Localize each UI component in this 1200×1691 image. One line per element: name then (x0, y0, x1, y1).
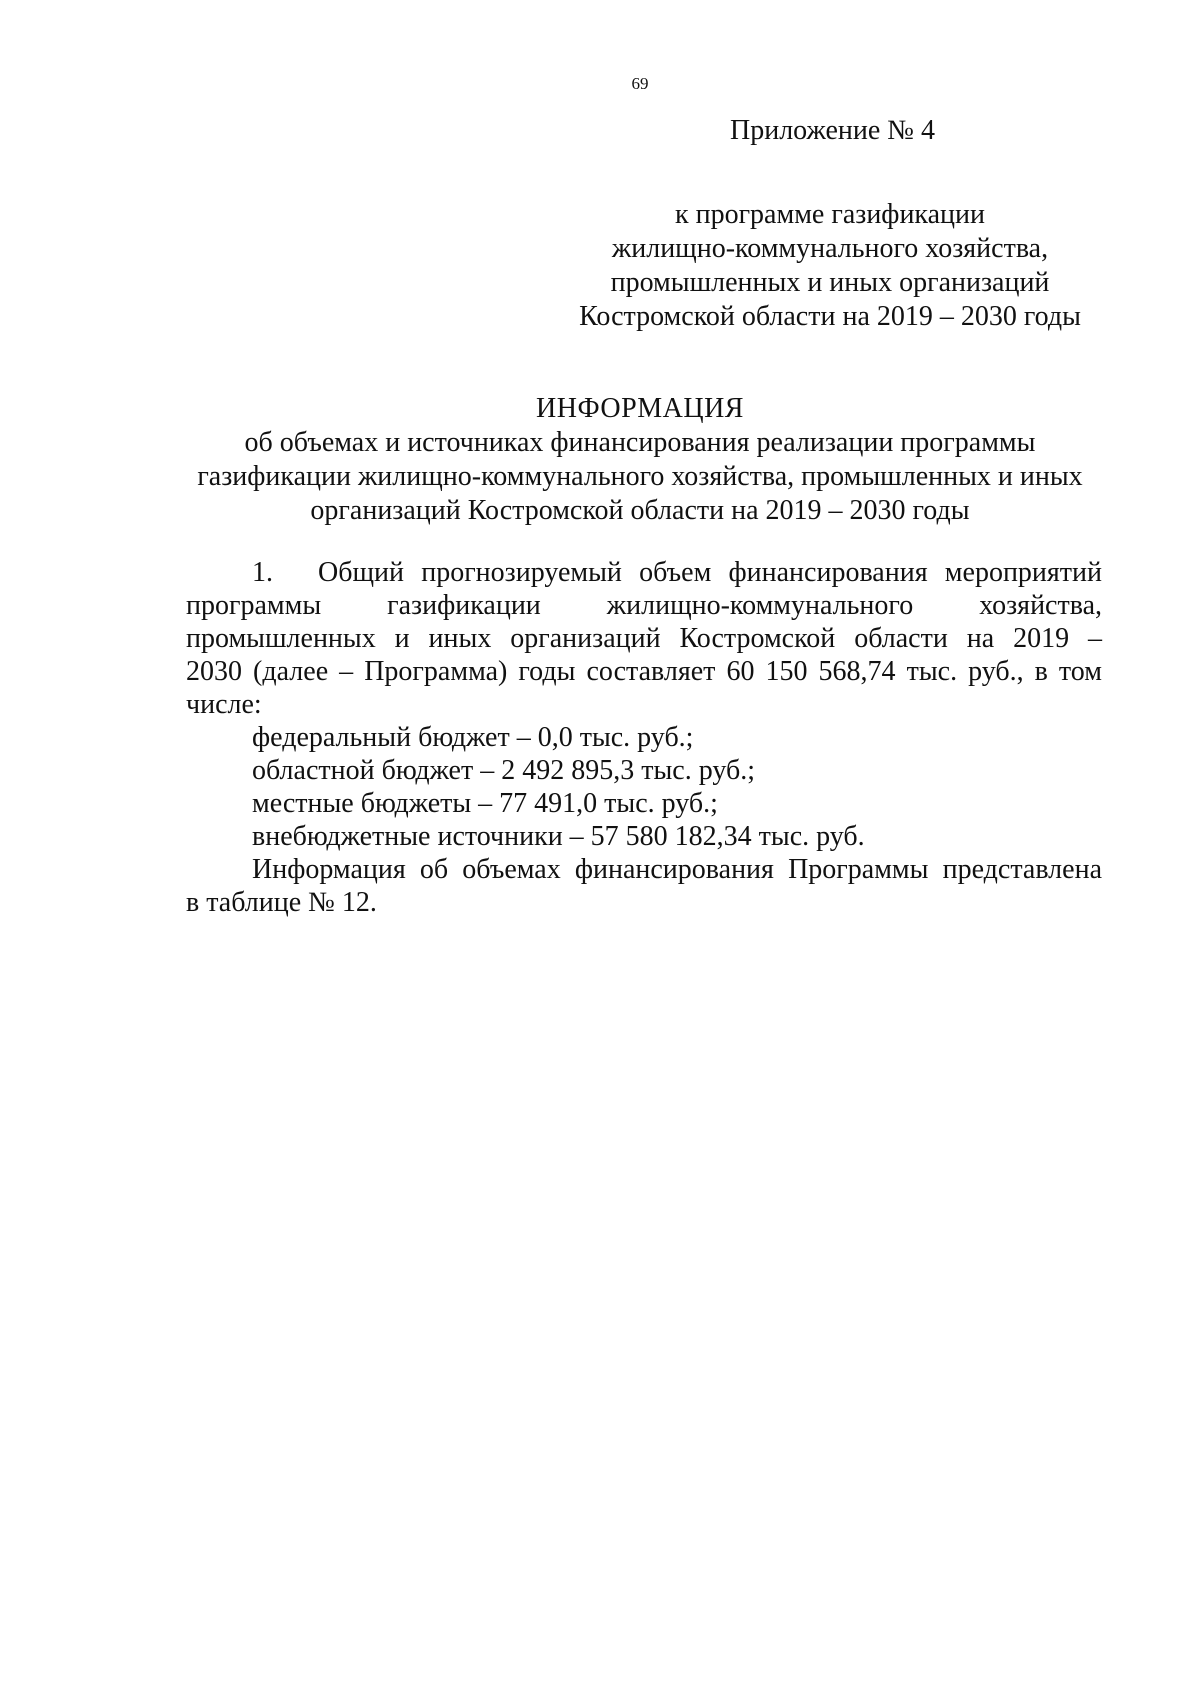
paragraph-number: 1. (252, 557, 273, 588)
appendix-line: к программе газификации (674, 199, 985, 230)
funding-item: внебюджетные источники – 57 580 182,34 тыс. руб. (252, 821, 865, 852)
paragraph-first-line (186, 556, 1102, 589)
appendix-title: Приложение № 4 (730, 115, 935, 146)
paragraph-line: промышленных и иных организаций Костромской области на 2019 – (186, 623, 1102, 654)
closing-line: в таблице № 12. (186, 887, 377, 918)
appendix-line: Костромской области на 2019 – 2030 годы (579, 301, 1081, 332)
funding-item: областной бюджет – 2 492 895,3 тыс. руб.; (252, 755, 755, 786)
paragraph-line: программы газификации жилищно-коммунального хозяйства, (186, 590, 1102, 621)
appendix-subtitle (560, 198, 1100, 334)
funding-item: местные бюджеты – 77 491,0 тыс. руб.; (252, 788, 718, 819)
appendix-line: промышленных и иных организаций (610, 267, 1050, 298)
heading-line: об объемах и источниках финансирования реализации программы (244, 427, 1036, 458)
closing-line: Информация об объемах финансирования Программы представлена (252, 854, 1102, 885)
body-text (186, 556, 1102, 919)
paragraph-line: Общий прогнозируемый объем финансирования мероприятий (318, 557, 1102, 588)
funding-item: федеральный бюджет – 0,0 тыс. руб.; (252, 722, 694, 753)
heading-line: организаций Костромской области на 2019 – 2030 годы (310, 495, 970, 526)
paragraph-line: числе: (186, 689, 262, 720)
document-heading (180, 392, 1100, 528)
heading-title: ИНФОРМАЦИЯ (536, 393, 744, 424)
heading-line: газификации жилищно-коммунального хозяйства, промышленных и иных (197, 461, 1083, 492)
appendix-line: жилищно-коммунального хозяйства, (611, 233, 1049, 264)
page-number: 69 (631, 74, 649, 93)
paragraph-line: 2030 (далее – Программа) годы составляет 60 150 568,74 тыс. руб., в том (186, 656, 1102, 687)
